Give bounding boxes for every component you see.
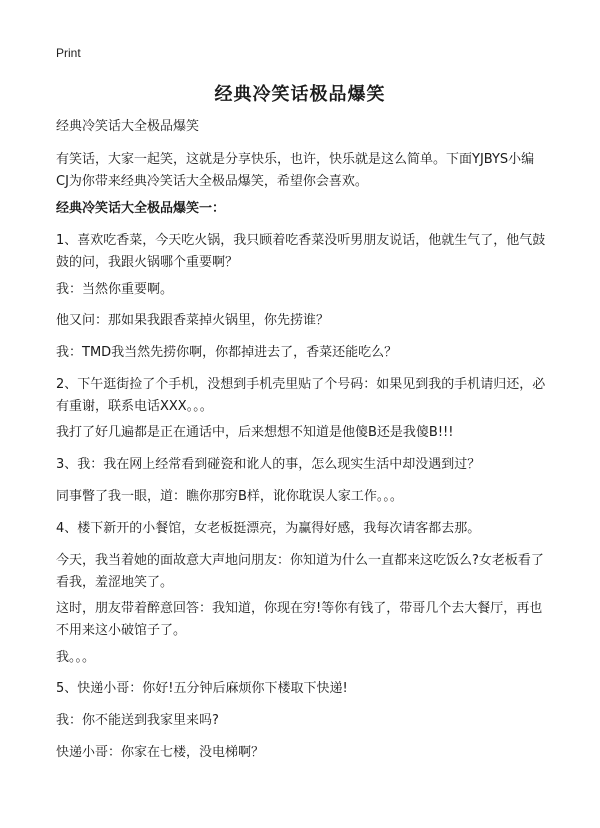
joke-paragraph: 1、喜欢吃香菜，今天吃火锅，我只顾着吃香菜没听男朋友说话，他就生气了，他气鼓鼓的问，我跟火锅哪个重要啊？ bbox=[56, 233, 546, 270]
intro-paragraph: 有笑话，大家一起笑，这就是分享快乐，也许，快乐就是这么简单。下面YJBYS小编CJ为你带来经典冷笑话大全极品爆笑，希望你会喜欢。 bbox=[56, 152, 535, 189]
joke-paragraph: 我：你不能送到我家里来吗? bbox=[56, 713, 219, 728]
joke-paragraph: 他又问：那如果我跟香菜掉火锅里，你先捞谁？ bbox=[56, 313, 330, 328]
joke-paragraph: 今天，我当着她的面故意大声地问朋友：你知道为什么一直都来这吃饭么?女老板看了看我，羞涩地笑了。 bbox=[56, 553, 544, 590]
joke-paragraph: 我：当然你重要啊。 bbox=[56, 282, 174, 297]
joke-paragraph: 我。。。 bbox=[56, 650, 96, 665]
joke-paragraph: 这时，朋友带着醉意回答：我知道，你现在穷!等你有钱了，带哥几个去大餐厅，再也不用来这小破馆子了。 bbox=[56, 601, 543, 638]
joke-paragraph: 3、我：我在网上经常看到碰瓷和讹人的事，怎么现实生活中却没遇到过？ bbox=[56, 457, 481, 472]
joke-paragraph: 同事瞥了我一眼，道：瞧你那穷B样，讹你耽误人家工作。。。 bbox=[56, 489, 403, 504]
document-subtitle: 经典冷笑话大全极品爆笑 bbox=[56, 119, 200, 134]
print-link[interactable]: Print bbox=[56, 46, 81, 60]
joke-paragraph: 2、下午逛街捡了个手机，没想到手机壳里贴了个号码：如果见到我的手机请归还，必有重谢，联系电话XXX。。。 bbox=[56, 377, 546, 414]
joke-paragraph: 我：TMD我当然先捞你啊，你都掉进去了，香菜还能吃么？ bbox=[56, 345, 398, 360]
section-heading: 经典冷笑话大全极品爆笑一： bbox=[56, 201, 226, 216]
joke-paragraph: 5、快递小哥：你好!五分钟后麻烦你下楼取下快递! bbox=[56, 681, 348, 696]
page-title: 经典冷笑话极品爆笑 bbox=[214, 84, 386, 105]
joke-paragraph: 4、楼下新开的小餐馆，女老板挺漂亮，为赢得好感，我每次请客都去那。 bbox=[56, 521, 481, 536]
joke-paragraph: 快递小哥：你家在七楼，没电梯啊？ bbox=[56, 745, 265, 760]
joke-paragraph: 我打了好几遍都是正在通话中，后来想想不知道是他傻B还是我傻B!!! bbox=[56, 425, 454, 440]
